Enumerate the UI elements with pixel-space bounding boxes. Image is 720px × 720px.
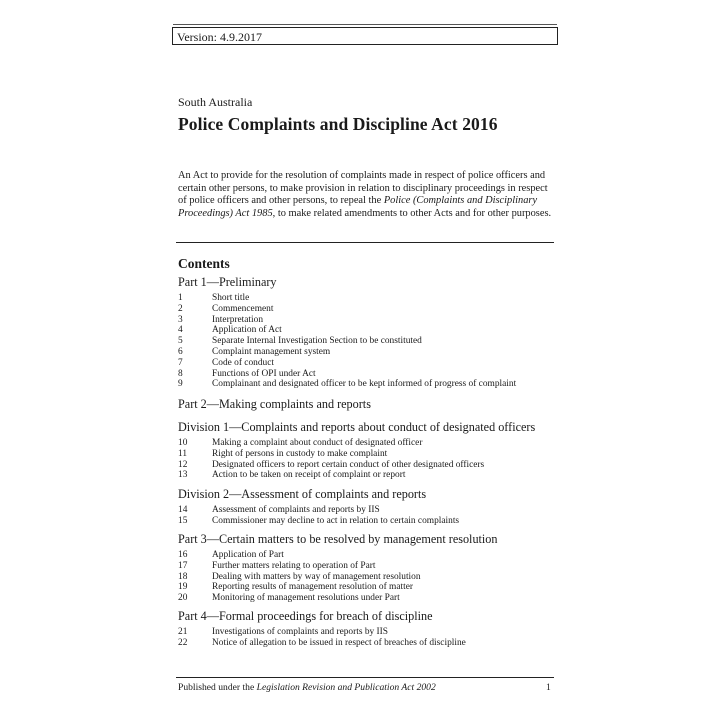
toc-entry-title: Complainant and designated officer to be kept informed of progress of complaint	[212, 379, 517, 390]
toc-entry-number: 9	[178, 379, 183, 390]
divider-top	[176, 242, 554, 243]
toc-entry-title: Making a complaint about conduct of designated officer	[212, 438, 423, 448]
toc-entry-number: 15	[178, 515, 188, 526]
toc-entry-title: Designated officers to report certain conduct of other designated officers	[212, 459, 485, 470]
toc-entry-number: 11	[178, 448, 188, 459]
act-title: Police Complaints and Discipline Act 2016	[178, 114, 498, 134]
toc-entry-title: Further matters relating to operation of Part	[212, 560, 376, 571]
toc-entry[interactable]	[178, 315, 558, 326]
toc-entry-number: 8	[178, 368, 183, 379]
footer-act-name: Legislation Revision and Publication Act 2002	[256, 682, 436, 693]
toc-entry-number: 1	[178, 293, 183, 303]
footer-text	[178, 682, 436, 693]
toc-entry-number: 10	[178, 438, 188, 448]
toc-entry[interactable]	[178, 460, 558, 471]
toc-heading[interactable]: Part 4—Formal proceedings for breach of discipline	[178, 609, 433, 623]
toc-entry-number: 3	[178, 314, 183, 325]
toc-heading[interactable]: Part 2—Making complaints and reports	[178, 397, 371, 411]
version-box	[172, 27, 558, 45]
toc-entry[interactable]	[178, 516, 558, 527]
toc-entry[interactable]	[178, 358, 558, 369]
toc-entry[interactable]	[178, 470, 558, 481]
toc-entry-title: Application of Act	[212, 325, 282, 336]
contents-heading: Contents	[178, 256, 230, 271]
toc-entry-number: 19	[178, 582, 188, 593]
toc-entry-title: Notice of allegation to be issued in respect of breaches of discipline	[212, 637, 466, 648]
toc-entry[interactable]	[178, 379, 558, 390]
toc-entry-number: 21	[178, 627, 188, 637]
toc-entry[interactable]	[178, 438, 558, 449]
toc-heading[interactable]: Division 2—Assessment of complaints and reports	[178, 487, 427, 501]
toc-entry-number: 14	[178, 505, 188, 515]
long-title-italic: Police (Complaints and Disciplinary Proceedings) Act 1985	[178, 195, 538, 219]
toc-entry-title: Short title	[212, 293, 250, 303]
toc-entry-title: Investigations of complaints and reports by IIS	[212, 627, 389, 637]
version-label: Version: 4.9.2017	[177, 30, 262, 44]
jurisdiction: South Australia	[178, 95, 253, 109]
toc-entry-title: Commissioner may decline to act in relation to certain complaints	[212, 515, 460, 526]
toc-entry[interactable]	[178, 505, 558, 516]
toc-entry-title: Monitoring of management resolutions under Part	[212, 593, 400, 604]
toc-entry-number: 16	[178, 550, 188, 560]
long-title-part2: , to make related amendments to other Acts and for other purposes.	[272, 207, 552, 219]
toc-entry-title: Dealing with matters by way of management resolution	[212, 571, 421, 582]
toc-entry[interactable]	[178, 449, 558, 460]
toc-entry[interactable]	[178, 325, 558, 336]
toc-entry[interactable]	[178, 593, 558, 604]
toc-entry-number: 12	[178, 459, 188, 470]
toc-entry-title: Commencement	[212, 303, 274, 314]
toc-entry-number: 7	[178, 357, 183, 368]
toc-entry-number: 6	[178, 347, 183, 357]
toc-heading[interactable]: Part 3—Certain matters to be resolved by management resolution	[178, 532, 498, 546]
divider-bottom	[176, 677, 554, 678]
toc-entry-number: 4	[178, 325, 183, 336]
footer-prefix: Published under the	[178, 682, 257, 693]
toc-entry-title: Application of Part	[212, 550, 284, 560]
toc-entry-number: 17	[178, 560, 188, 571]
long-title	[178, 170, 558, 220]
toc-entry-number: 13	[178, 470, 188, 481]
toc-entry[interactable]	[178, 638, 558, 649]
toc-entry-title: Separate Internal Investigation Section to be constituted	[212, 336, 422, 347]
toc-entry[interactable]	[178, 550, 558, 561]
toc-entry-title: Interpretation	[212, 314, 264, 325]
toc-entry-number: 2	[178, 303, 183, 314]
toc-entry-title: Functions of OPI under Act	[212, 368, 316, 379]
toc-entry-number: 18	[178, 571, 188, 582]
toc-entry[interactable]	[178, 572, 558, 583]
long-title-part1: An Act to provide for the resolution of complaints made in respect of police officers and certain other persons, to make provision in relation to disciplinary proceedings in respect of police officers and other persons, to repeal the	[178, 170, 548, 207]
toc-entry-number: 22	[178, 637, 188, 648]
toc-entry-title: Right of persons in custody to make complaint	[212, 448, 388, 459]
toc-heading[interactable]: Part 1—Preliminary	[178, 275, 277, 289]
toc-entry[interactable]	[178, 304, 558, 315]
toc-entry-title: Complaint management system	[212, 347, 331, 357]
toc-entry-title: Action to be taken on receipt of complaint or report	[212, 470, 406, 481]
toc-entry[interactable]	[178, 293, 558, 304]
toc-entry[interactable]	[178, 347, 558, 358]
toc-heading[interactable]: Division 1—Complaints and reports about conduct of designated officers	[178, 420, 536, 434]
toc-entry[interactable]	[178, 336, 558, 347]
toc-entry-number: 5	[178, 336, 183, 347]
toc-entry[interactable]	[178, 582, 558, 593]
toc-entry-title: Code of conduct	[212, 357, 274, 368]
toc-entry[interactable]	[178, 561, 558, 572]
toc-entry[interactable]	[178, 369, 558, 380]
page-number: 1	[546, 682, 551, 693]
toc-entry-number: 20	[178, 593, 188, 604]
toc-entry-title: Reporting results of management resolution of matter	[212, 582, 413, 593]
toc-entry-title: Assessment of complaints and reports by IIS	[212, 505, 380, 515]
toc-entry[interactable]	[178, 627, 558, 638]
